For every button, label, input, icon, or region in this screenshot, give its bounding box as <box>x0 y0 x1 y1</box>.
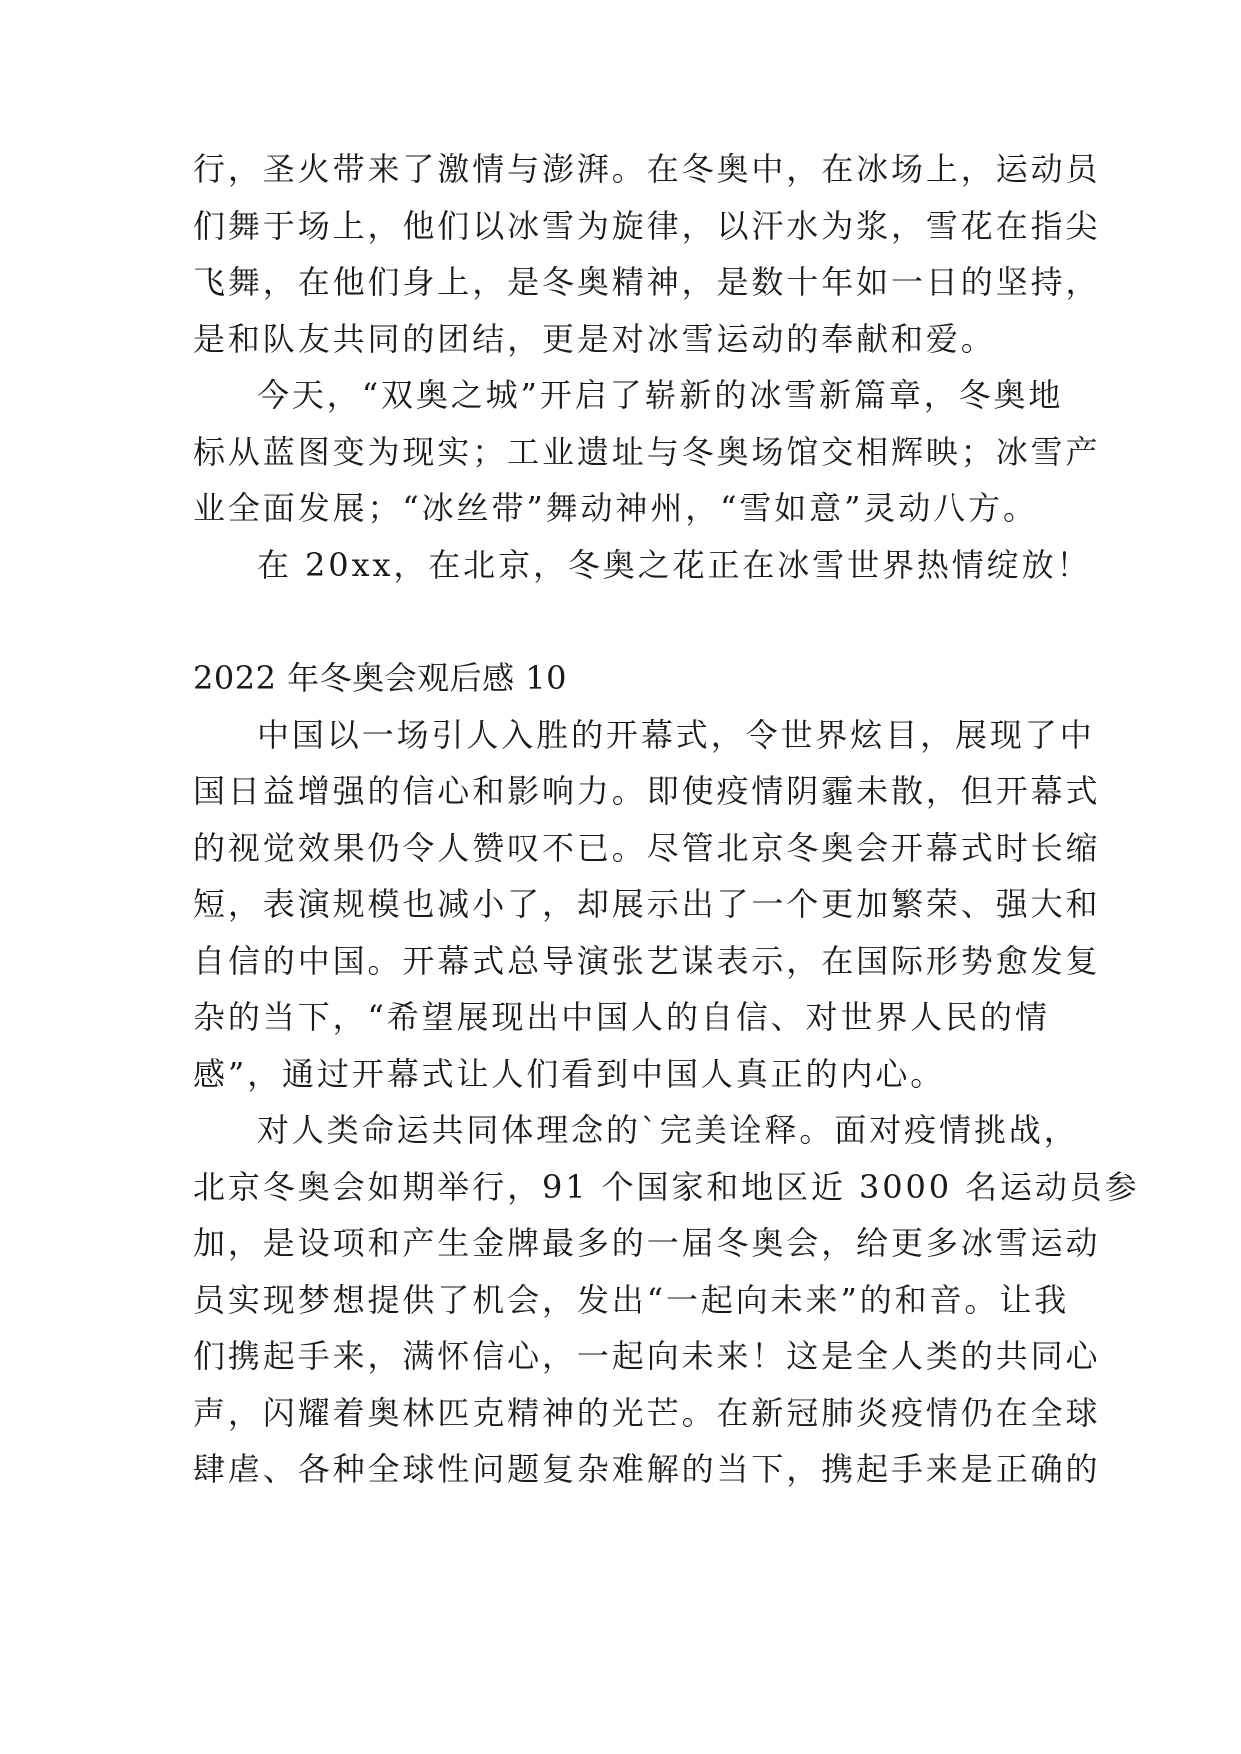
paragraph-line: 国日益增强的信心和影响力。即使疫情阴霾未散，但开幕式 <box>193 772 1101 810</box>
paragraph-line: 对人类命运共同体理念的`完美诠释。面对疫情挑战， <box>257 1111 1079 1149</box>
paragraph-line: 业全面发展；“冰丝带”舞动神州，“雪如意”灵动八方。 <box>193 489 1038 527</box>
section-heading: 2022 年冬奥会观后感 10 <box>193 659 568 697</box>
paragraph-line: 北京冬奥会如期举行，91 个国家和地区近 3000 名运动员参 <box>193 1168 1140 1206</box>
paragraph-line: 行，圣火带来了激情与澎湃。在冬奥中，在冰场上，运动员 <box>193 150 1101 188</box>
paragraph-line: 标从蓝图变为现实；工业遗址与冬奥场馆交相辉映；冰雪产 <box>193 433 1101 471</box>
paragraph-line: 在 20xx，在北京，冬奥之花正在冰雪世界热情绽放！ <box>257 546 1092 584</box>
paragraph-line: 加，是设项和产生金牌最多的一届冬奥会，给更多冰雪运动 <box>193 1224 1101 1262</box>
paragraph-line: 感”，通过开幕式让人们看到中国人真正的内心。 <box>193 1055 946 1093</box>
paragraph-line: 员实现梦想提供了机会，发出“一起向未来”的和音。让我 <box>193 1281 1070 1319</box>
paragraph-line: 飞舞，在他们身上，是冬奥精神，是数十年如一日的坚持， <box>193 263 1101 301</box>
paragraph-line: 们携起手来，满怀信心，一起向未来！这是全人类的共同心 <box>193 1337 1101 1375</box>
paragraph-line: 是和队友共同的团结，更是对冰雪运动的奉献和爱。 <box>193 320 996 358</box>
paragraph-line: 自信的中国。开幕式总导演张艺谋表示，在国际形势愈发复 <box>193 942 1101 980</box>
paragraph-line: 杂的当下，“希望展现出中国人的自信、对世界人民的情 <box>193 998 1050 1036</box>
paragraph-line: 声，闪耀着奥林匹克精神的光芒。在新冠肺炎疫情仍在全球 <box>193 1394 1101 1432</box>
paragraph-line: 中国以一场引人入胜的开幕式，令世界炫目，展现了中 <box>257 716 1095 754</box>
paragraph-line: 今天，“双奥之城”开启了崭新的冰雪新篇章，冬奥地 <box>257 376 1064 414</box>
paragraph-line: 们舞于场上，他们以冰雪为旋律，以汗水为浆，雪花在指尖 <box>193 207 1101 245</box>
paragraph-line: 的视觉效果仍令人赞叹不已。尽管北京冬奥会开幕式时长缩 <box>193 829 1101 867</box>
paragraph-line: 肆虐、各种全球性问题复杂难解的当下，携起手来是正确的 <box>193 1450 1101 1488</box>
paragraph-line: 短，表演规模也减小了，却展示出了一个更加繁荣、强大和 <box>193 885 1101 923</box>
